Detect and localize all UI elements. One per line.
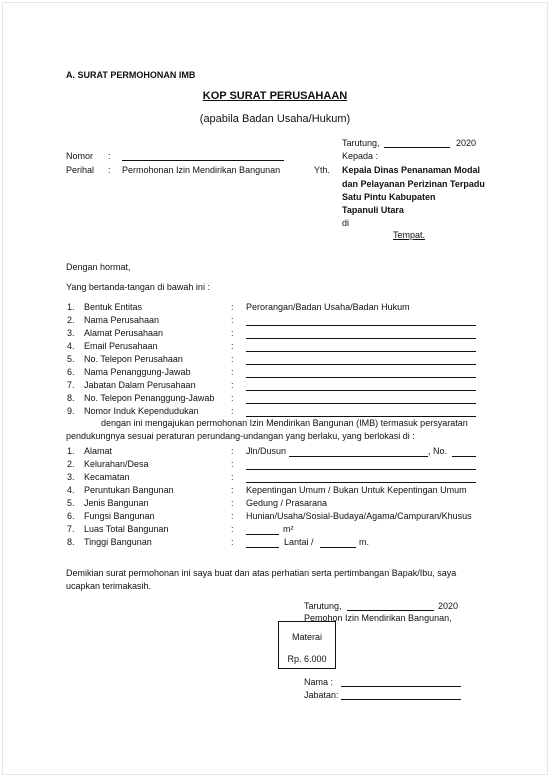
kepada-label: Kepada :	[342, 151, 379, 161]
applicant-row	[0, 315, 550, 327]
row-number: 3.	[67, 472, 75, 482]
row-colon: :	[231, 537, 234, 547]
no-field[interactable]	[452, 456, 476, 457]
jenis-bangunan-value[interactable]: Gedung / Prasarana	[246, 498, 328, 508]
location-row	[0, 485, 550, 497]
addressee-line-4: Tapanuli Utara	[342, 205, 404, 215]
signature-date-blank[interactable]	[347, 610, 434, 611]
jln-dusun-field[interactable]	[289, 456, 428, 457]
row-colon: :	[231, 393, 234, 403]
nomor-blank[interactable]	[122, 160, 284, 161]
request-text-line-1: dengan ini mengajukan permohonan Izin Mendirikan Bangunan (IMB) termasuk persyaratan	[101, 418, 468, 428]
signature-role: Pemohon Izin Mendirikan Bangunan,	[304, 613, 452, 623]
row-label: No. Telepon Perusahaan	[84, 354, 183, 364]
row-colon: :	[231, 472, 234, 482]
applicant-row	[0, 302, 550, 314]
location-row	[0, 446, 550, 458]
applicant-row	[0, 354, 550, 366]
row-colon: :	[231, 367, 234, 377]
perihal-value: Permohonan Izin Mendirikan Bangunan	[122, 165, 281, 175]
greeting: Dengan hormat,	[66, 262, 131, 272]
nama-field[interactable]	[341, 686, 461, 687]
row-colon: :	[231, 485, 234, 495]
lantai-unit: Lantai /	[284, 537, 314, 547]
row-number: 2.	[67, 315, 75, 325]
row-colon: :	[231, 354, 234, 364]
location-row	[0, 511, 550, 523]
peruntukan-value[interactable]: Kepentingan Umum / Bukan Untuk Kepentingan Umum	[246, 485, 467, 495]
di-label: di	[342, 218, 350, 228]
nama-perusahaan-field[interactable]	[246, 325, 476, 326]
applicant-row	[0, 341, 550, 353]
row-number: 6.	[67, 511, 75, 521]
row-label: Tinggi Bangunan	[84, 537, 152, 547]
no-label: , No.	[428, 446, 448, 456]
signature-year: 2020	[438, 601, 459, 611]
penanggung-jawab-field[interactable]	[246, 377, 476, 378]
row-number: 5.	[67, 354, 75, 364]
row-label: Jenis Bangunan	[84, 498, 149, 508]
m2-unit: m²	[283, 524, 294, 534]
row-colon: :	[231, 380, 234, 390]
nik-field[interactable]	[246, 416, 476, 417]
email-perusahaan-field[interactable]	[246, 351, 476, 352]
row-colon: :	[231, 459, 234, 469]
kop-subtitle: (apabila Badan Usaha/Hukum)	[199, 113, 351, 125]
row-colon: :	[231, 446, 234, 456]
row-label: No. Telepon Penanggung-Jawab	[84, 393, 215, 403]
date-place: Tarutung,	[342, 138, 380, 148]
lantai-field[interactable]	[246, 547, 279, 548]
row-colon: :	[231, 524, 234, 534]
row-label: Jabatan Dalam Perusahaan	[84, 380, 196, 390]
perihal-label: Perihal	[66, 165, 95, 175]
row-label: Alamat Perusahaan	[84, 328, 164, 338]
row-label: Nama Perusahaan	[84, 315, 160, 325]
intro-text: Yang bertanda-tangan di bawah ini :	[66, 282, 210, 292]
row-number: 1.	[67, 446, 75, 456]
row-number: 8.	[67, 537, 75, 547]
row-number: 4.	[67, 485, 75, 495]
location-row	[0, 537, 550, 549]
stamp-value: Rp. 6.000	[287, 654, 327, 664]
applicant-row	[0, 380, 550, 392]
row-label: Kecamatan	[84, 472, 130, 482]
jabatan-field[interactable]	[246, 390, 476, 391]
kelurahan-field[interactable]	[246, 469, 476, 470]
row-number: 3.	[67, 328, 75, 338]
row-colon: :	[231, 341, 234, 351]
request-text-line-2: pendukungnya sesuai peraturan perundang-undangan yang berlaku, yang berlokasi di :	[66, 431, 415, 441]
fungsi-bangunan-value[interactable]: Hunian/Usaha/Sosial-Budaya/Agama/Campuran/Khusus	[246, 511, 472, 521]
row-number: 9.	[67, 406, 75, 416]
applicant-row	[0, 367, 550, 379]
telepon-penanggung-jawab-field[interactable]	[246, 403, 476, 404]
row-label: Nama Penanggung-Jawab	[84, 367, 191, 377]
date-blank[interactable]	[384, 147, 450, 148]
row-number: 4.	[67, 341, 75, 351]
closing-line-2: ucapkan terimakasih.	[66, 581, 152, 591]
jabatan-signature-field[interactable]	[341, 699, 461, 700]
row-number: 7.	[67, 380, 75, 390]
nama-label: Nama :	[304, 677, 334, 687]
row-number: 5.	[67, 498, 75, 508]
alamat-perusahaan-field[interactable]	[246, 338, 476, 339]
luas-field[interactable]	[246, 534, 279, 535]
row-number: 8.	[67, 393, 75, 403]
row-label: Luas Total Bangunan	[84, 524, 169, 534]
nomor-colon: :	[108, 151, 111, 161]
row-label: Nomor Induk Kependudukan	[84, 406, 199, 416]
meter-unit: m.	[359, 537, 369, 547]
addressee-line-1: Kepala Dinas Penanaman Modal	[342, 165, 481, 175]
location-row	[0, 498, 550, 510]
applicant-row	[0, 328, 550, 340]
stamp-label: Materai	[291, 632, 322, 642]
row-colon: :	[231, 328, 234, 338]
row-number: 2.	[67, 459, 75, 469]
yth-label: Yth.	[314, 165, 331, 175]
telepon-perusahaan-field[interactable]	[246, 364, 476, 365]
applicant-row	[0, 406, 550, 418]
perihal-colon: :	[108, 165, 111, 175]
jabatan-label: Jabatan:	[304, 690, 339, 700]
kop-title: KOP SURAT PERUSAHAAN	[202, 90, 348, 102]
addressee-line-2: dan Pelayanan Perizinan Terpadu	[342, 179, 485, 189]
row-number: 7.	[67, 524, 75, 534]
kecamatan-field[interactable]	[246, 482, 476, 483]
row-number: 1.	[67, 302, 75, 312]
row-colon: :	[231, 315, 234, 325]
section-heading: A. SURAT PERMOHONAN IMB	[66, 70, 196, 80]
row-label: Alamat	[84, 446, 113, 456]
row-colon: :	[231, 302, 234, 312]
row-label: Kelurahan/Desa	[84, 459, 149, 469]
nomor-label: Nomor	[66, 151, 94, 161]
row-number: 6.	[67, 367, 75, 377]
tempat-label: Tempat.	[393, 230, 426, 240]
applicant-row	[0, 393, 550, 405]
row-label: Email Perusahaan	[84, 341, 158, 351]
row-label: Fungsi Bangunan	[84, 511, 155, 521]
location-row	[0, 524, 550, 536]
signature-place: Tarutung,	[304, 601, 342, 611]
bentuk-entitas-value[interactable]: Perorangan/Badan Usaha/Badan Hukum	[246, 302, 410, 312]
closing-line-1: Demikian surat permohonan ini saya buat dan atas perhatian serta pertimbangan Bapak/Ibu, saya	[66, 568, 457, 578]
row-label: Bentuk Entitas	[84, 302, 143, 312]
location-row	[0, 472, 550, 484]
location-row	[0, 459, 550, 471]
row-label: Peruntukan Bangunan	[84, 485, 174, 495]
materai-stamp-box	[278, 621, 336, 669]
date-year: 2020	[456, 138, 477, 148]
tinggi-field[interactable]	[320, 547, 356, 548]
row-colon: :	[231, 498, 234, 508]
jln-dusun-label: Jln/Dusun	[246, 446, 287, 456]
row-colon: :	[231, 511, 234, 521]
row-colon: :	[231, 406, 234, 416]
addressee-line-3: Satu Pintu Kabupaten	[342, 192, 436, 202]
